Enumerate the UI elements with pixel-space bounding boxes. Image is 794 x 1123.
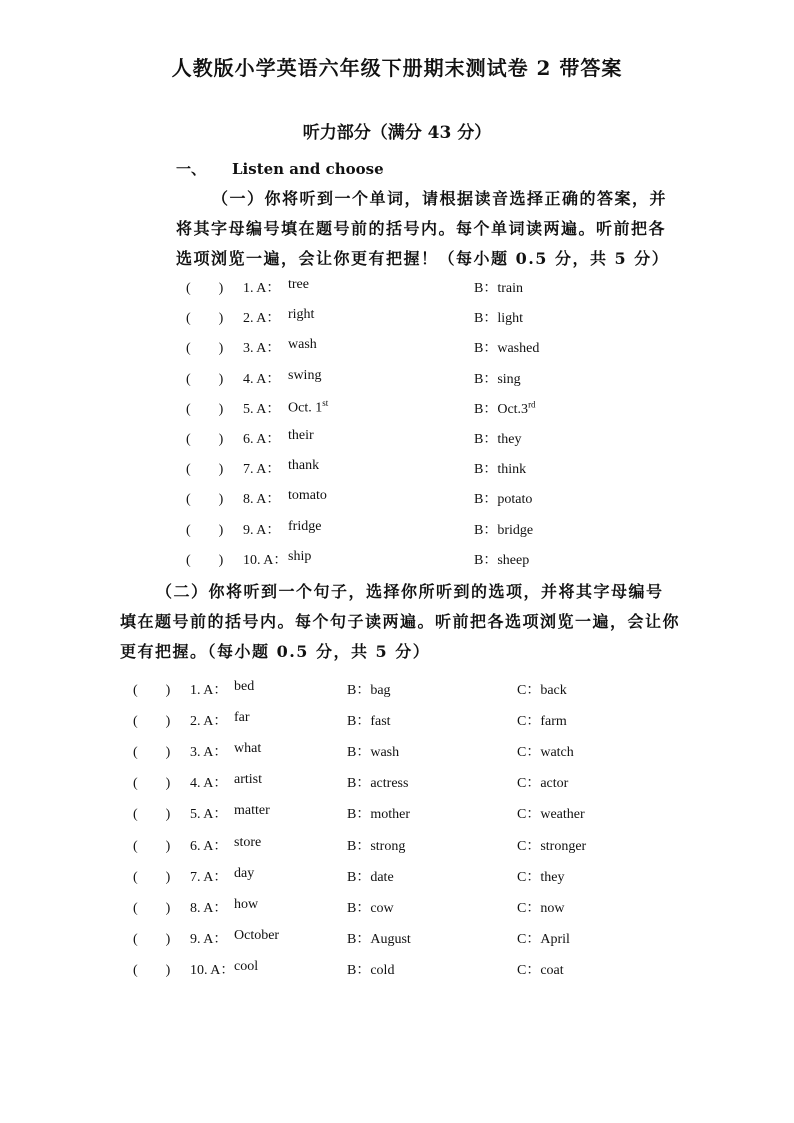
option-c: C：now [517,900,565,916]
option-a: far [234,710,250,726]
option-a [288,458,319,474]
option-b-text: B：sing [474,371,521,387]
option-b-text: B：bridge [474,522,534,538]
question-row [0,928,794,952]
option-b: B：August [347,931,411,947]
question-row [0,458,794,482]
option-c: C：April [517,931,570,947]
option-c: C：watch [517,745,574,761]
option-a [288,398,328,417]
option-b: B：date [347,869,394,885]
question-number: 8. A： [190,900,228,916]
question-row [0,307,794,331]
question-row [0,866,794,890]
option-a: artist [234,772,262,788]
option-a: cool [234,958,259,974]
question-row [0,277,794,301]
question-number: 7. A： [243,462,281,478]
option-a-text: fridge [288,518,322,534]
option-c: C：stronger [517,838,587,854]
question-row [0,741,794,765]
option-a [288,277,309,293]
section1-instruction: （一）你将听到一个单词，请根据读音选择正确的答案，并将其字母编号填在题号前的括号内。每个单词读两遍。听前把各选项浏览一遍，会让你更有把握！（每小题 0.5 分，共 5 分） [176,189,670,268]
option-a: day [234,865,255,881]
option-a: store [234,834,262,850]
question-row [0,959,794,983]
answer-bracket[interactable]: ( ) [133,962,171,978]
question-row [0,428,794,452]
option-b [474,368,521,388]
answer-bracket[interactable]: ( ) [133,931,171,947]
option-b-text: B：Oct.3 [474,401,529,417]
option-b: B：mother [347,807,410,823]
question-row [0,488,794,512]
answer-bracket[interactable]: ( ) [133,869,171,885]
section-subtitle: 听力部分（满分 43 分） [302,123,492,143]
option-b: B：wash [347,745,400,761]
question-row [0,897,794,921]
answer-bracket[interactable]: ( ) [186,432,224,447]
option-a [288,488,327,504]
question-number: 1. A： [190,683,228,698]
answer-bracket[interactable]: ( ) [186,462,224,478]
option-b-text: B：washed [474,341,540,357]
question-row [0,398,794,422]
question-number: 4. A： [190,776,228,792]
question-number: 7. A： [190,869,228,885]
question-row [0,710,794,734]
question-row [0,835,794,859]
option-b-text: B：train [474,281,523,296]
answer-bracket[interactable]: ( ) [133,838,171,854]
question-number: 10. A： [243,552,288,568]
question-row [0,368,794,392]
option-b-text: B：light [474,311,524,327]
option-c: C：weather [517,807,585,823]
question-number: 9. A： [190,931,228,947]
option-c: C：coat [517,962,564,978]
option-b: B：cow [347,900,394,916]
option-b-text: B：they [474,432,522,447]
option-a-text: swing [288,367,322,383]
question-row [0,337,794,361]
answer-bracket[interactable]: ( ) [186,371,224,387]
option-a-text: wash [288,337,317,353]
option-b: B：actress [347,776,409,792]
option-b [474,549,529,569]
option-a [288,368,321,384]
question-row [0,519,794,543]
option-b: B：fast [347,714,391,730]
answer-bracket[interactable]: ( ) [186,311,224,327]
option-b [474,398,536,418]
option-a-text: Oct. 1 [288,400,323,416]
question-number: 3. A： [243,341,281,357]
option-b [474,519,533,539]
answer-bracket[interactable]: ( ) [186,401,224,417]
question-row [0,772,794,796]
option-a [288,549,311,565]
option-a: how [234,896,259,912]
question-number: 1. A： [243,281,281,296]
option-b [474,337,539,357]
option-a [288,519,321,535]
answer-bracket[interactable]: ( ) [133,900,171,916]
question-number: 3. A： [190,745,228,761]
document-title: 人教版小学英语六年级下册期末测试卷 2 带答案 [171,56,623,80]
option-a [288,307,314,323]
answer-bracket[interactable]: ( ) [133,807,171,823]
answer-bracket[interactable]: ( ) [186,522,224,538]
option-a-text: their [288,428,314,443]
question-number: 6. A： [243,432,281,447]
question-number: 4. A： [243,371,281,387]
option-b [474,428,521,448]
answer-bracket[interactable]: ( ) [186,492,224,508]
option-b: B：strong [347,838,406,854]
section2-instruction: （二）你将听到一个句子，选择你所听到的选项，并将其字母编号填在题号前的括号内。每个句子读两遍。听前把各选项浏览一遍，会让你更有把握。（每小题 0.5 分，共 5 分） [120,582,681,661]
option-a: what [234,741,262,757]
answer-bracket[interactable]: ( ) [186,341,224,357]
option-c: C：they [517,869,565,885]
option-b-text: B：think [474,462,527,478]
option-a-text: ship [288,548,312,564]
question-number: 10. A： [190,962,235,978]
answer-bracket[interactable]: ( ) [186,552,224,568]
option-b-text: B：potato [474,492,533,508]
answer-bracket[interactable]: ( ) [133,714,171,730]
option-c: C：actor [517,776,569,792]
part-heading-text: Listen and choose [232,160,384,178]
answer-bracket[interactable]: ( ) [133,776,171,792]
option-b [474,307,523,327]
option-b [474,277,523,297]
answer-bracket[interactable]: ( ) [186,281,224,296]
option-b: B：bag [347,683,391,698]
option-c: C：farm [517,714,567,730]
option-a [288,337,317,353]
option-c: C：back [517,683,567,698]
option-b [474,488,532,508]
option-a-text: thank [288,458,320,474]
question-number: 8. A： [243,492,281,508]
question-number: 5. A： [190,807,228,823]
answer-bracket[interactable]: ( ) [133,745,171,761]
option-a: October [234,927,280,943]
question-row [0,549,794,573]
option-a-text: right [288,307,315,323]
option-a [288,428,314,444]
question-number: 6. A： [190,838,228,854]
part-heading [176,158,384,179]
question-number: 2. A： [190,714,228,730]
option-a: bed [234,679,255,694]
part-number: 一、 [176,160,207,178]
option-a-text: tree [288,277,309,292]
option-b [474,458,526,478]
question-row [0,803,794,827]
option-a-superscript: st [322,397,329,408]
option-b: B：cold [347,962,395,978]
option-a: matter [234,803,270,819]
option-b-superscript: rd [528,399,536,410]
option-b-text: B：sheep [474,552,530,568]
option-a-text: tomato [288,488,327,504]
answer-bracket[interactable]: ( ) [133,683,171,698]
question-row [0,679,794,703]
question-number: 2. A： [243,311,281,327]
question-number: 9. A： [243,522,281,538]
question-number: 5. A： [243,401,281,417]
